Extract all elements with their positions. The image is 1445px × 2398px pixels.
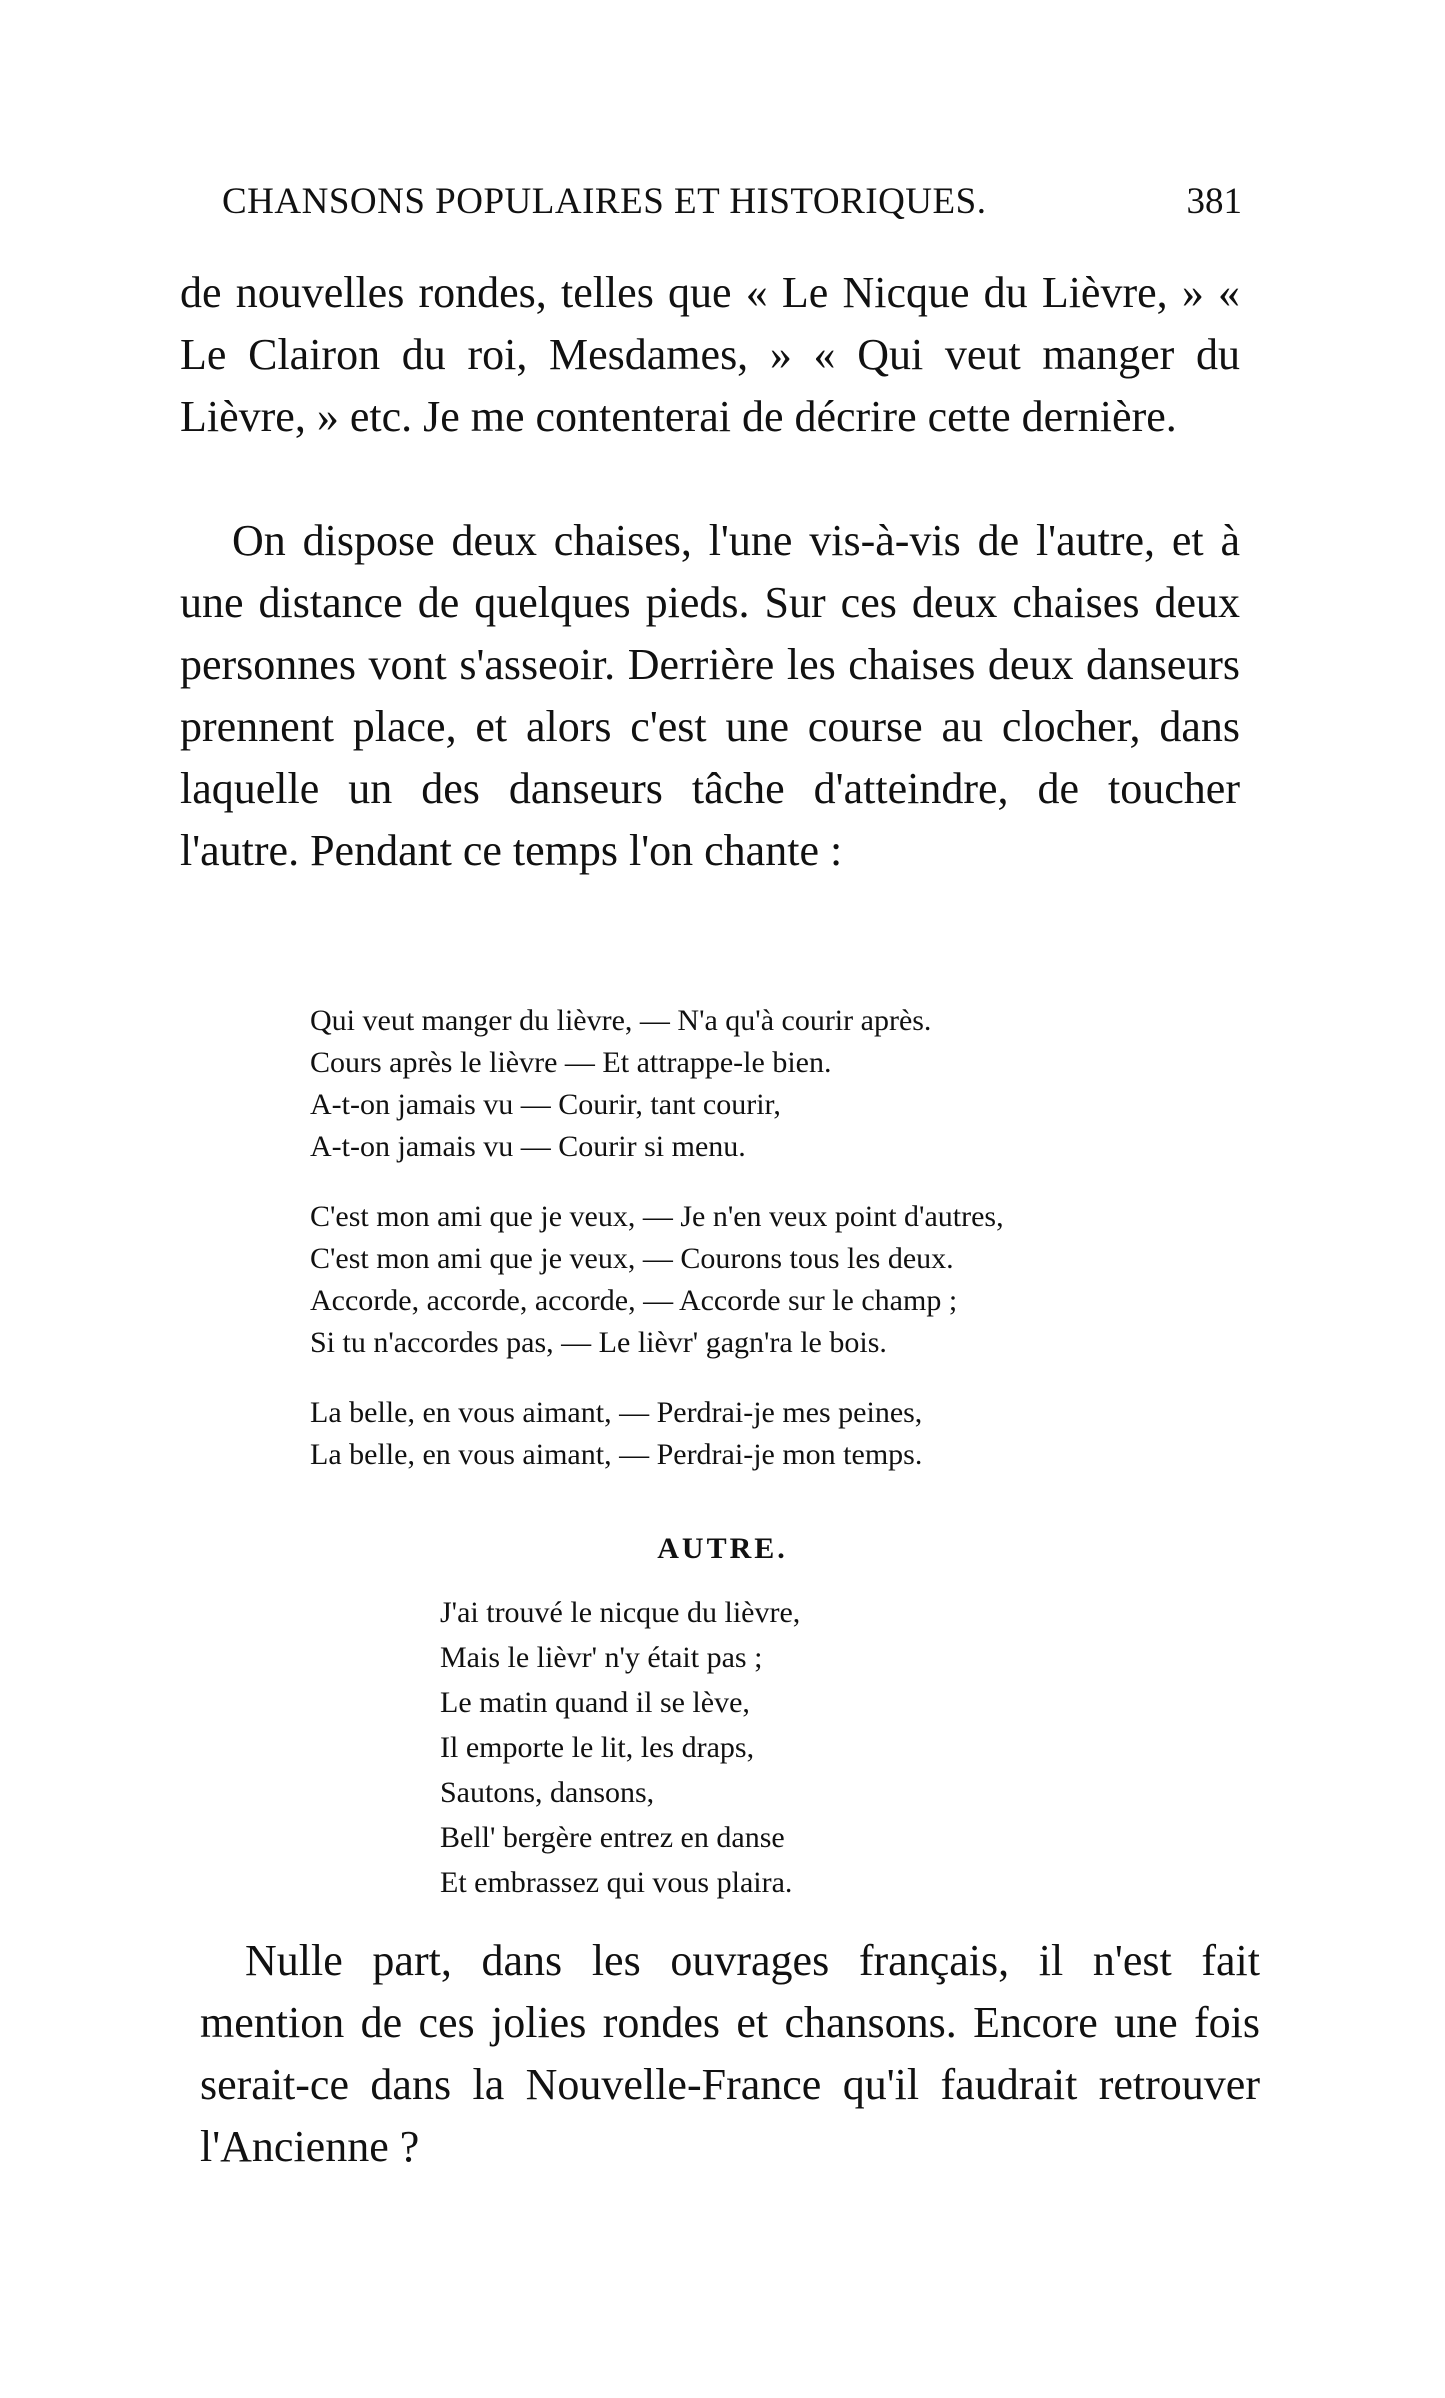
verse-line: Si tu n'accordes pas, — Le lièvr' gagn'ra le bois. xyxy=(310,1326,887,1359)
verse-line: Sautons, dansons, xyxy=(440,1776,655,1809)
section-heading-autre: AUTRE. xyxy=(657,1532,788,1565)
verse-line: A-t-on jamais vu — Courir, tant courir, xyxy=(310,1088,781,1121)
verse-line: C'est mon ami que je veux, — Je n'en veux point d'autres, xyxy=(310,1200,1004,1233)
verse-line: La belle, en vous aimant, — Perdrai-je mes peines, xyxy=(310,1396,923,1429)
verse-line: Accorde, accorde, accorde, — Accorde sur le champ ; xyxy=(310,1284,958,1317)
verse-line: Cours après le lièvre — Et attrappe-le bien. xyxy=(310,1046,832,1079)
stanza-1 xyxy=(310,1000,1110,1168)
page-header xyxy=(222,180,1242,230)
verse-line: Il emporte le lit, les draps, xyxy=(440,1731,755,1764)
paragraph-description: On dispose deux chaises, l'une vis-à-vis de l'autre, et à une distance de quelques pieds. Sur ces deux chaises deux personnes vont s'asseoir. Derrière les chaises deux danseurs prennent place, et alors c'est une course au clocher, dans laquelle un des danseurs tâche d'atteindre, de toucher l'autre. Pendant ce temps l'on chante : xyxy=(180,516,1240,875)
paragraph-conclusion: Nulle part, dans les ouvrages français, il n'est fait mention de ces jolies rondes et chansons. Encore une fois serait-ce dans la Nouvelle-France qu'il faudrait retrouver l'Ancienne ? xyxy=(200,1936,1260,2171)
verse-line: Le matin quand il se lève, xyxy=(440,1686,750,1719)
page-number: 381 xyxy=(1186,181,1242,222)
song-qui-veut-manger xyxy=(310,1000,1110,1504)
verse-line: J'ai trouvé le nicque du lièvre, xyxy=(440,1596,801,1629)
verse-line: C'est mon ami que je veux, — Courons tous les deux. xyxy=(310,1242,954,1275)
verse-line: Mais le lièvr' n'y était pas ; xyxy=(440,1641,763,1674)
paragraph-intro: de nouvelles rondes, telles que « Le Nicque du Lièvre, » « Le Clairon du roi, Mesdames, » « Qui veut manger du Lièvre, » etc. Je me contenterai de décrire cette dernière. xyxy=(180,268,1240,441)
song-nicque-du-lievre xyxy=(440,1590,1040,1905)
stanza-2 xyxy=(310,1196,1110,1364)
verse-line: La belle, en vous aimant, — Perdrai-je mon temps. xyxy=(310,1438,923,1471)
running-title: CHANSONS POPULAIRES ET HISTORIQUES. xyxy=(222,181,987,222)
verse-line: Bell' bergère entrez en danse xyxy=(440,1821,785,1854)
stanza-3 xyxy=(310,1392,1110,1476)
verse-line: Et embrassez qui vous plaira. xyxy=(440,1866,793,1899)
verse-line: A-t-on jamais vu — Courir si menu. xyxy=(310,1130,746,1163)
verse-line: Qui veut manger du lièvre, — N'a qu'à courir après. xyxy=(310,1004,932,1037)
